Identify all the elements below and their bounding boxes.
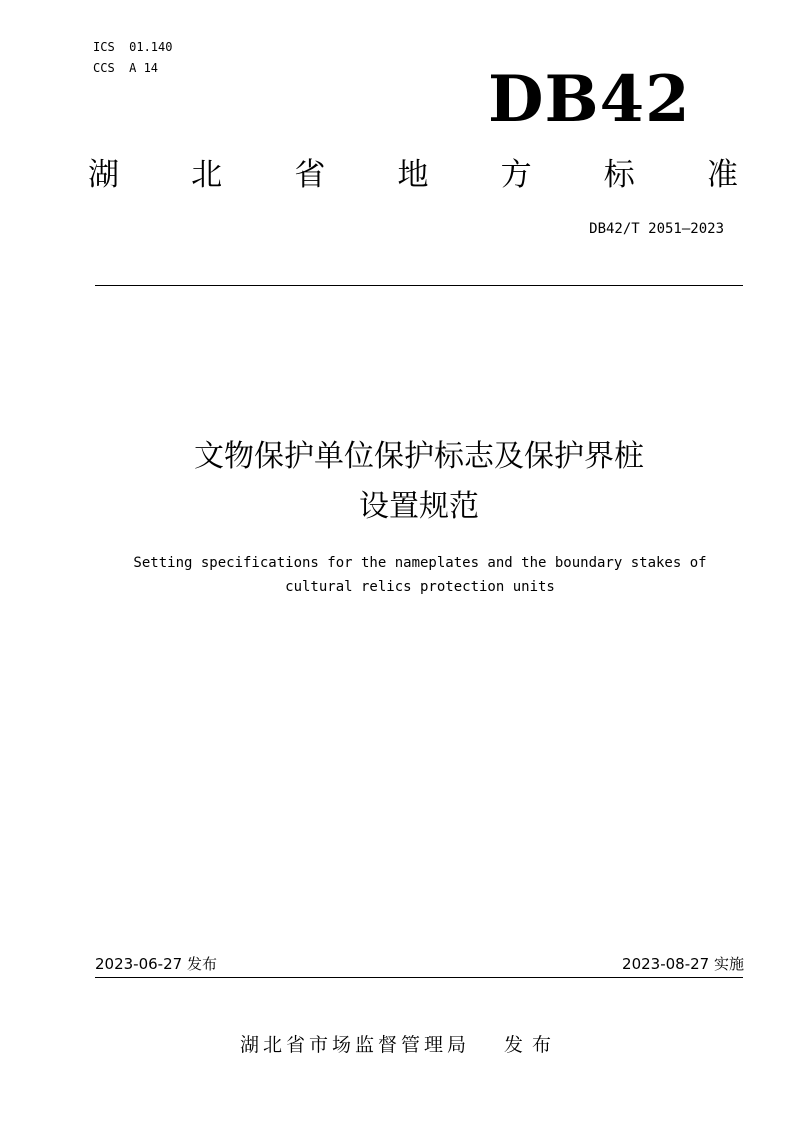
standard-type-heading bbox=[88, 154, 738, 196]
standard-type-char: 北 bbox=[191, 157, 223, 193]
english-title bbox=[70, 551, 770, 599]
standard-number: DB42/T 2051—2023 bbox=[589, 221, 724, 237]
issuer-line bbox=[0, 1032, 800, 1058]
issue-action: 发布 bbox=[504, 1034, 561, 1056]
issuing-organization: 湖北省市场监督管理局 bbox=[239, 1034, 470, 1056]
standard-type-char: 方 bbox=[500, 157, 532, 193]
implementation-date: 2023-08-27 实施 bbox=[622, 955, 744, 973]
bottom-divider bbox=[95, 977, 743, 978]
standard-type-char: 标 bbox=[603, 157, 635, 193]
chinese-title-line-1: 文物保护单位保护标志及保护界桩 bbox=[194, 439, 644, 474]
chinese-title-line-2: 设置规范 bbox=[359, 489, 479, 524]
publish-date: 2023-06-27 发布 bbox=[95, 955, 217, 973]
ics-code: ICS 01.140 bbox=[93, 40, 173, 54]
ccs-code: CCS A 14 bbox=[93, 61, 159, 75]
english-title-line-2: cultural relics protection units bbox=[285, 579, 555, 595]
top-divider bbox=[95, 285, 743, 286]
standard-type-char: 湖 bbox=[88, 157, 119, 193]
standard-type-char: 省 bbox=[294, 157, 326, 193]
chinese-title bbox=[95, 432, 743, 532]
standard-code-logo: DB42 bbox=[488, 62, 691, 137]
standard-type-char: 地 bbox=[397, 157, 429, 193]
english-title-line-1: Setting specifications for the nameplates and the boundary stakes of bbox=[133, 555, 707, 571]
standard-type-char: 准 bbox=[706, 157, 738, 193]
